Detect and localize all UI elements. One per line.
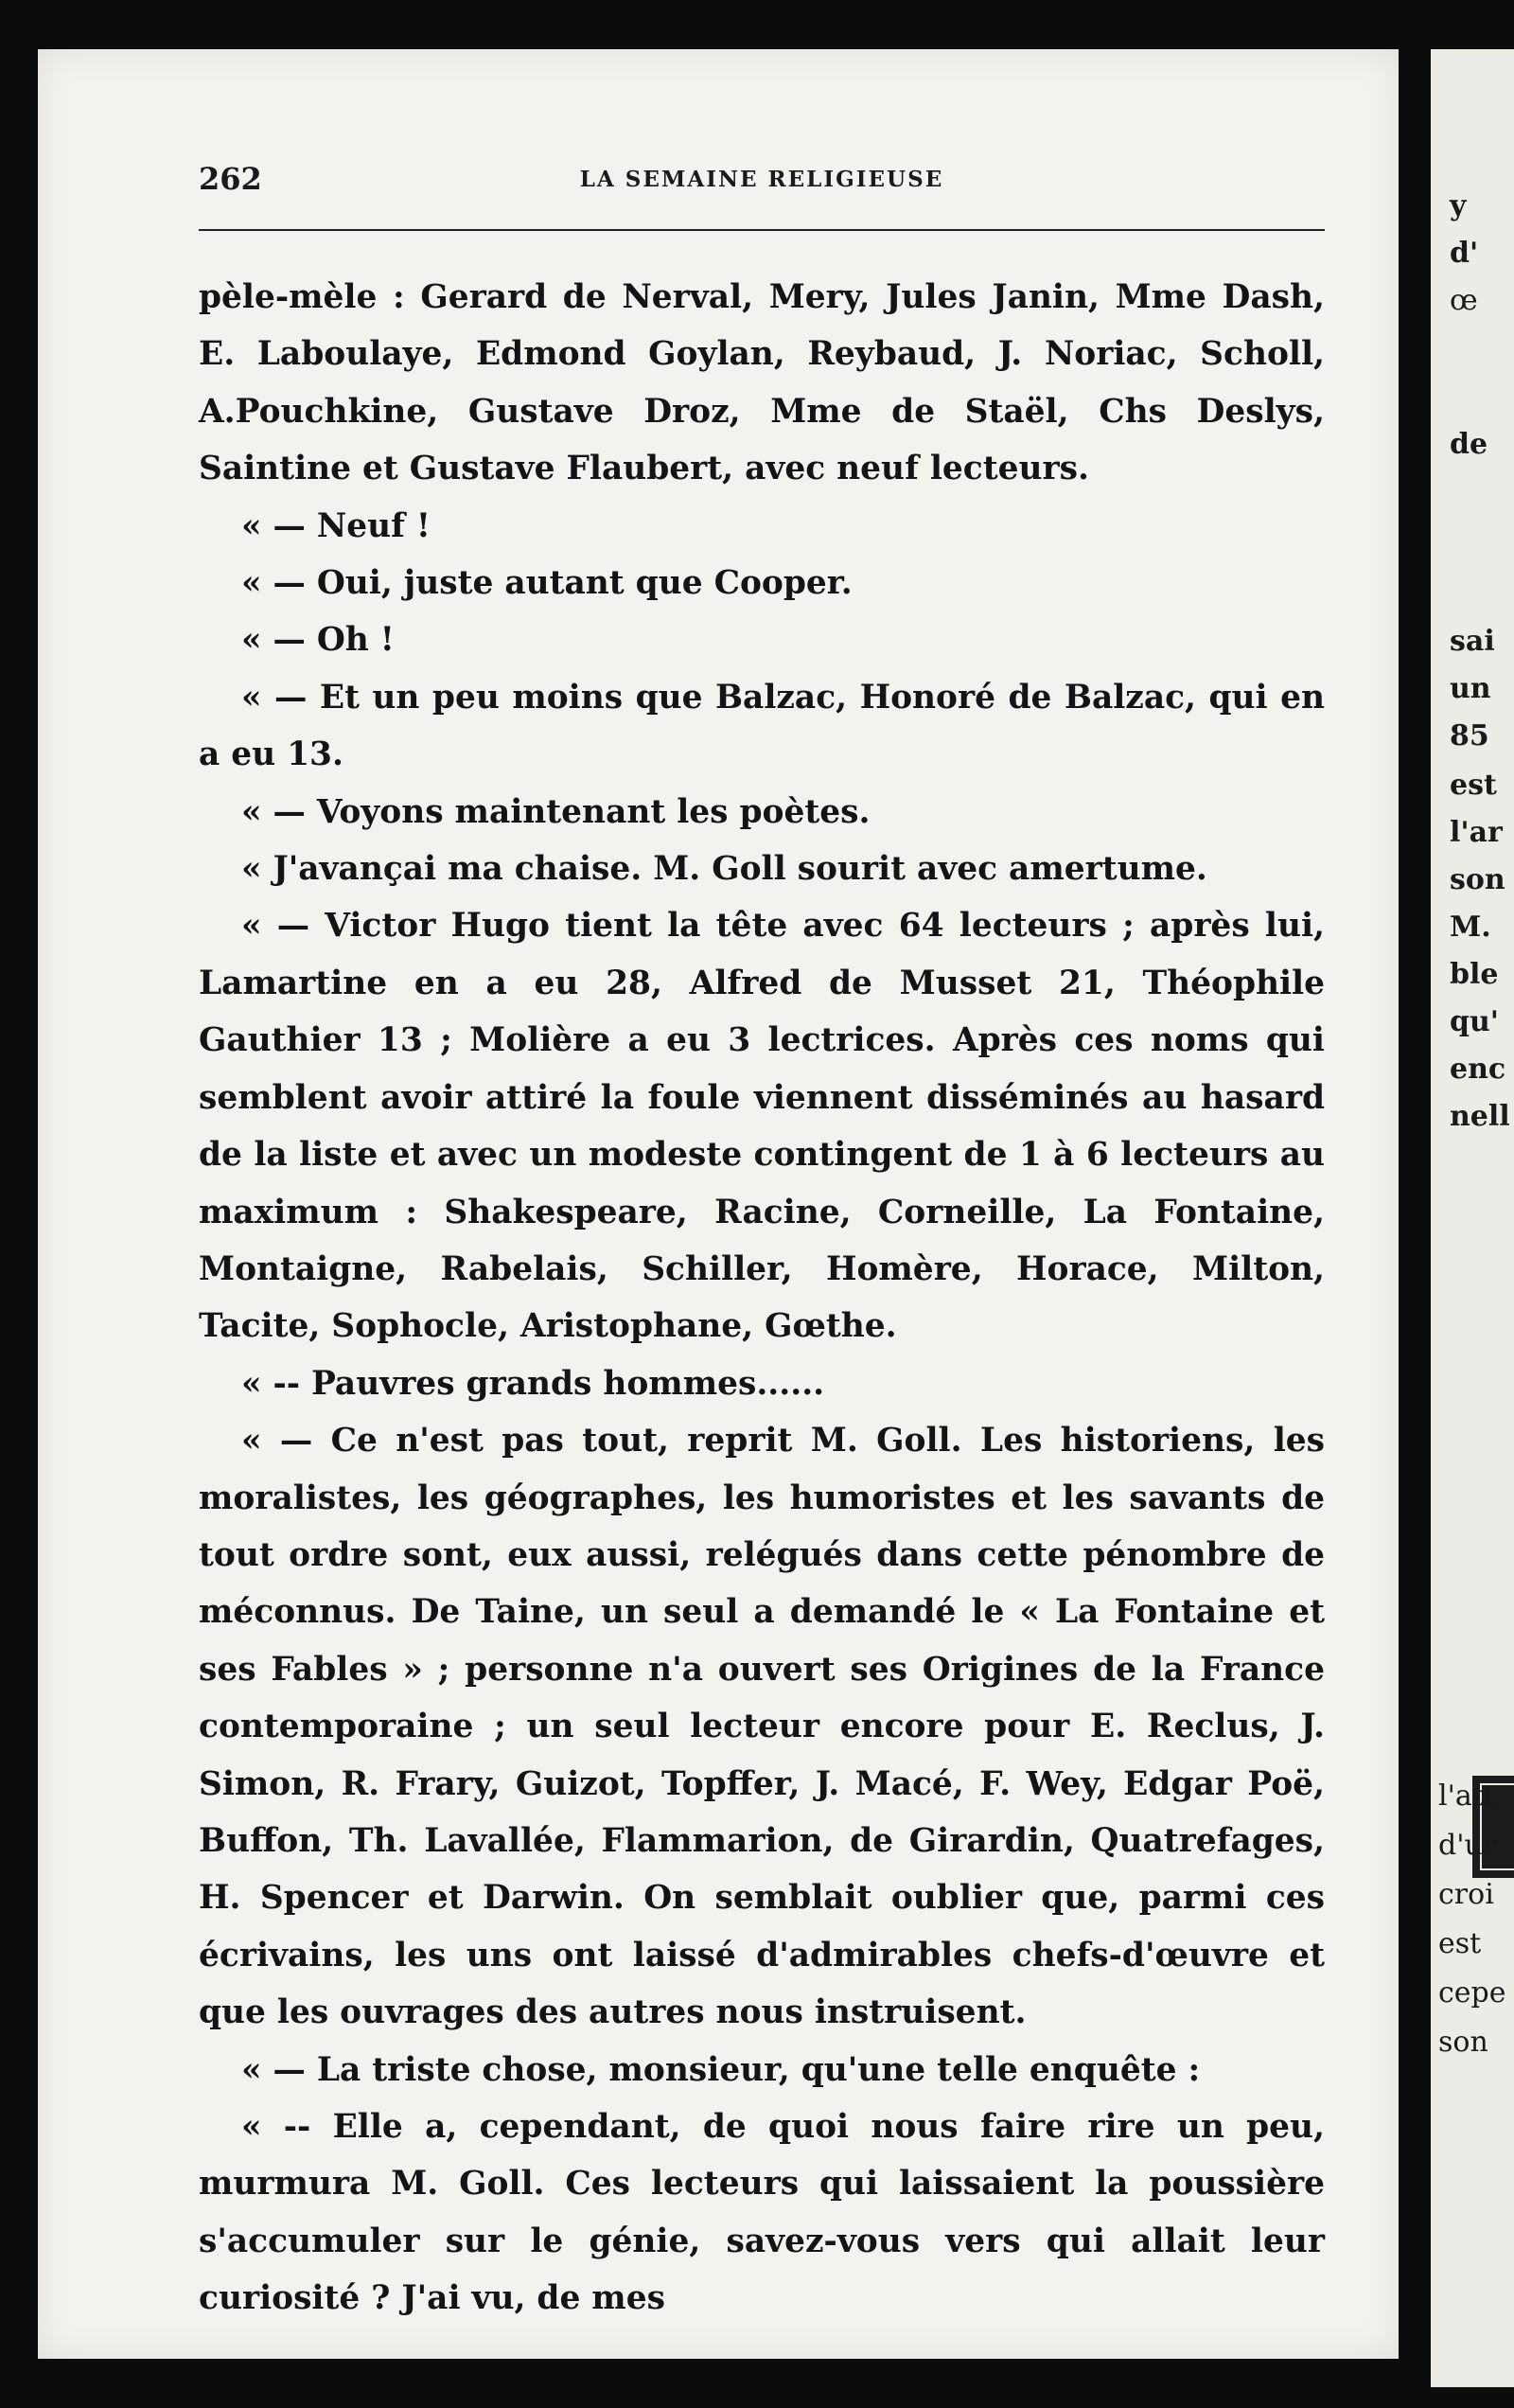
body-text	[199, 269, 1325, 2328]
running-title: LA SEMAINE RELIGIEUSE	[579, 167, 944, 192]
facing-page-edge	[1431, 49, 1514, 2387]
facing-page-fragment: est	[1450, 769, 1497, 802]
facing-page-fragment: enc	[1450, 1053, 1506, 1086]
facing-page-fragment: qu'	[1450, 1005, 1499, 1038]
paragraph: « — Et un peu moins que Balzac, Honoré de Balzac, qui en a eu 13.	[199, 678, 1325, 774]
facing-page-fragment: l'ar	[1450, 816, 1503, 849]
facing-page-fragment: nell	[1450, 1100, 1510, 1133]
facing-page-fragment: 85	[1450, 719, 1489, 752]
facing-page-fragment: ble	[1450, 958, 1499, 991]
facing-page-fragment: l'att	[1438, 1779, 1495, 1813]
facing-page-fragment: sai	[1450, 625, 1495, 658]
facing-page-fragment: d'ur	[1438, 1829, 1497, 1862]
facing-page-fragment: y	[1450, 189, 1467, 222]
paragraph: « — La triste chose, monsieur, qu'une telle enquête :	[241, 2050, 1201, 2089]
left-page	[38, 49, 1399, 2359]
paragraph: « — Oui, juste autant que Cooper.	[241, 564, 853, 603]
facing-page-fragment: cepe	[1438, 1976, 1506, 2010]
paragraph: « -- Elle a, cependant, de quoi nous faire rire un peu, murmura M. Goll. Ces lecteurs qui laissaient la poussière s'accumuler sur le génie, savez-vous vers qui allait leur curiosité ? J'ai vu, de mes	[199, 2108, 1325, 2318]
paragraph: « -- Pauvres grands hommes......	[241, 1364, 825, 1403]
paragraph: « — Neuf !	[241, 506, 431, 545]
facing-page-fragment: d'	[1450, 237, 1479, 270]
facing-page-fragment: un	[1450, 672, 1491, 705]
paragraph: « — Victor Hugo tient la tête avec 64 lecteurs ; après lui, Lamartine en a eu 28, Alfred de Musset 21, Théophile Gauthier 13 ; Molière a eu 3 lectrices. Après ces noms qui semblent avoir attiré la foule viennent disséminés au hasard de la liste et avec un modeste contingent de 1 à 6 lecteurs au maximum : Shakespeare, Racine, Corneille, La Fontaine, Montaigne, Rabelais, Schiller, Homère, Horace, Milton, Tacite, Sophocle, Aristophane, Gœthe.	[199, 907, 1325, 1346]
facing-page-fragment: son	[1450, 863, 1505, 896]
facing-page-fragment: est	[1438, 1927, 1482, 1960]
paragraph: « — Ce n'est pas tout, reprit M. Goll. Les historiens, les moralistes, les géographes, les humoristes et les savants de tout ordre sont, eux aussi, relégués dans cette pénombre de méconnus. De Taine, un seul a demandé le « La Fontaine et ses Fables » ; personne n'a ouvert ses Origines de la France contemporaine ; un seul lecteur encore pour E. Reclus, J. Simon, R. Frary, Guizot, Topffer, J. Macé, F. Wey, Edgar Poë, Buffon, Th. Lavallée, Flammarion, de Girardin, Quatrefages, H. Spencer et Darwin. On semblait oublier que, parmi ces écrivains, les uns ont laissé d'admirables chefs-d'œuvre et que les ouvrages des autres nous instruisent.	[199, 1422, 1325, 2032]
paragraph: « J'avançai ma chaise. M. Goll sourit avec amertume.	[241, 850, 1207, 889]
paragraph: « — Oh !	[241, 621, 395, 660]
facing-page-fragment: M.	[1450, 911, 1491, 944]
page-header	[199, 161, 1325, 218]
facing-page-fragment: croi	[1438, 1878, 1494, 1911]
facing-page-fragment: œ	[1450, 284, 1478, 317]
paragraph: « — Voyons maintenant les poètes.	[241, 792, 871, 831]
facing-page-fragment: de	[1450, 428, 1488, 461]
facing-page-fragment: son	[1438, 2026, 1488, 2059]
paragraph: pèle-mèle : Gerard de Nerval, Mery, Jules Janin, Mme Dash, E. Laboulaye, Edmond Goylan, Reybaud, J. Noriac, Scholl, A.Pouchkine, Gustave Droz, Mme de Staël, Chs Deslys, Saintine et Gustave Flaubert, avec neuf lecteurs.	[199, 278, 1325, 488]
page-number: 262	[199, 161, 262, 197]
header-rule	[199, 229, 1325, 231]
